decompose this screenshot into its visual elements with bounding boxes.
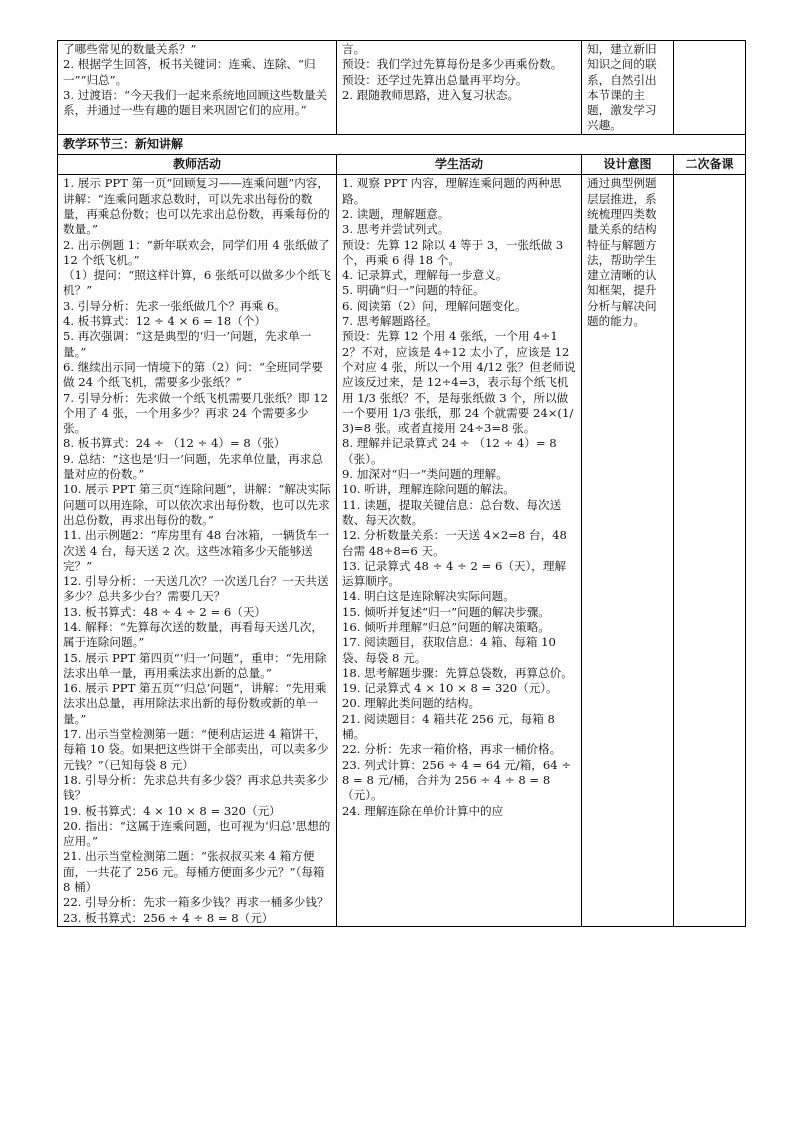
teacher-step: 13. 板书算式：48 ÷ 4 ÷ 2 = 6（天） [63, 604, 267, 619]
student-step: 22. 分析：先求一箱价格，再求一桶价格。 [342, 742, 562, 757]
top-design-intent-cell [582, 41, 674, 135]
teacher-step: 14. 解释：“先算每次送的数量，再看每天送几次，属于连除问题。” [63, 619, 323, 650]
teacher-step: 7. 引导分析：先求做一个纸飞机需要几张纸？即 12 个用了 4 张，一个用多少？再求 24 个需要多少张。 [63, 390, 329, 436]
teacher-step: 21. 出示当堂检测第二题：“张叔叔买来 4 箱方便面，一共花了 256 元。每桶方便面多少元？”（每箱 8 桶） [63, 849, 325, 895]
student-step: 预设：还学过先算出总量再平均分。 [342, 72, 528, 87]
student-step: 12. 分析数量关系：一天送 4×2=8 台，48 台需 48÷8=6 天。 [342, 528, 567, 558]
student-step: 5. 明确“归一”问题的特征。 [342, 283, 485, 298]
new-knowledge-row [58, 175, 746, 927]
student-step: 20. 理解此类问题的结构。 [342, 696, 481, 711]
teacher-step: 2. 根据学生回答，板书关键词：连乘、连除、“归一”“归总”。 [63, 57, 316, 87]
teacher-step: 11. 出示例题2：“库房里有 48 台冰箱，一辆货车一次送 4 台，每天送 2 次。这些冰箱多少天能够送完？” [63, 528, 330, 573]
teacher-step: 3. 过渡语：“今天我们一起来系统地回顾这些数量关系，并通过一些有趣的题目来巩固它们的应用。” [63, 87, 328, 118]
header-student-activity: 学生活动 [337, 155, 582, 175]
student-activity-cell [337, 175, 582, 927]
teacher-step: 10. 展示 PPT 第三页“连除问题”，讲解：“解决实际问题可以用连除，可以依次求出每份数，也可以先求出总份数，再求出每份的数。” [63, 482, 331, 527]
teacher-step: （1）提问：“照这样计算，6 张纸可以做多少个纸飞机？” [63, 268, 331, 298]
teacher-step: 20. 指出：“这属于连乘问题，也可视为‘归总’思想的应用。” [63, 818, 331, 849]
student-step: 预设：先算 12 除以 4 等于 3，一张纸做 3 个，再乘 6 得 18 个。 [342, 237, 564, 267]
student-step: 13. 记录算式 48 ÷ 4 ÷ 2 = 6（天），理解运算顺序。 [342, 558, 567, 589]
teacher-step: 2. 出示例题 1：“新年联欢会，同学们用 4 张纸做了 12 个纸飞机。” [63, 237, 330, 267]
student-step: 预设：我们学过先算每份是多少再乘份数。 [342, 57, 563, 72]
teacher-step: 16. 展示 PPT 第五页“‘归总’问题”，讲解：“先用乘法求出总量，再用除法求出新的每份数或新的单一量。” [63, 681, 327, 726]
teacher-step: 18. 引导分析：先求总共有多少袋？再求总共卖多少钱？ [63, 772, 329, 803]
student-step: 4. 记录算式，理解每一步意义。 [342, 268, 508, 283]
student-step: 9. 加深对“归一”类问题的理解。 [342, 467, 508, 482]
teacher-step: 17. 出示当堂检测第一题：“便利店运进 4 箱饼干，每箱 10 袋。如果把这些饼干全部卖出，可以卖多少元钱？”（已知每袋 8 元） [63, 727, 329, 772]
top-teacher-activity-cell [58, 41, 337, 135]
teacher-step: 5. 再次强调：“这是典型的‘归一’问题，先求单一量。” [63, 329, 312, 359]
student-step: 18. 思考解题步骤：先算总袋数，再算总价。 [342, 665, 573, 680]
student-step: 8. 理解并记录算式 24 ÷ （12 ÷ 4）= 8（张）。 [342, 436, 557, 466]
section-title: 教学环节三：新知讲解 [58, 134, 746, 154]
top-student-activity-cell [337, 41, 582, 135]
second-prep-cell [674, 175, 746, 927]
teacher-step: 12. 引导分析：一天送几次？一次送几台？一天共送多少？总共多少台？需要几天？ [63, 574, 329, 604]
student-step: 24. 理解连除在单价计算中的应 [342, 803, 504, 818]
student-step: 11. 读题，提取关键信息：总台数、每次送数、每天次数。 [342, 497, 562, 527]
student-step: 14. 明白这是连除解决实际问题。 [342, 589, 515, 604]
teacher-step: 了哪些常见的数量关系？” [63, 42, 197, 56]
student-step: 23. 列式计算：256 ÷ 4 = 64 元/箱，64 ÷ 8 = 8 元/桶，合并为 256 ÷ 4 ÷ 8 = 8（元）。 [342, 757, 572, 803]
teacher-step: 6. 继续出示同一情境下的第（2）问：“全班同学要做 24 个纸飞机，需要多少张纸？” [63, 359, 323, 390]
lesson-plan-table [57, 40, 746, 927]
student-step: 21. 阅读题目：4 箱共花 256 元，每箱 8 桶。 [342, 711, 555, 742]
column-header-row [58, 155, 746, 175]
student-step: 2. 读题，理解题意。 [342, 206, 450, 221]
student-step: 17. 阅读题目，获取信息：4 箱、每箱 10 袋、每袋 8 元。 [342, 635, 556, 665]
top-second-prep-cell [674, 41, 746, 135]
teacher-activity-cell [58, 175, 337, 927]
header-second-prep: 二次备课 [674, 155, 746, 175]
design-intent-text: 通过典型例题层层推进，系统梳理四类数量关系的结构特征与解题方法，帮助学生建立清晰的认知框架，提升分析与解决问题的能力。 [587, 176, 657, 329]
teacher-step: 4. 板书算式：12 ÷ 4 × 6 = 18（个） [63, 314, 267, 329]
teacher-step: 8. 板书算式：24 ÷ （12 ÷ 4）= 8（张） [63, 436, 286, 451]
student-step: 7. 思考解题路径。 [342, 314, 438, 329]
design-intent-cell [582, 175, 674, 927]
teacher-step: 3. 引导分析：先求一张纸做几个？再乘 6。 [63, 298, 286, 313]
section-title-row [58, 134, 746, 154]
student-step: 3. 思考并尝试列式。 [342, 222, 450, 237]
design-intent-text: 知，建立新旧知识之间的联系，自然引出本节课的主题，激发学习兴趣。 [587, 42, 657, 133]
student-step: 6. 阅读第（2）问，理解问题变化。 [342, 298, 527, 313]
student-step: 16. 倾听并理解“归总”问题的解决策略。 [342, 619, 550, 634]
previous-section-row [58, 41, 746, 135]
student-step: 言。 [342, 42, 366, 56]
student-step: 15. 倾听并复述“归一”问题的解决步骤。 [342, 604, 550, 619]
header-teacher-activity: 教师活动 [58, 155, 337, 175]
teacher-step: 15. 展示 PPT 第四页“‘归一’问题”，重申：“先用除法求出单一量，再用乘法求出新的总量。” [63, 650, 327, 680]
student-step: 2. 跟随教师思路，进入复习状态。 [342, 87, 520, 102]
student-step: 10. 听讲，理解连除问题的解法。 [342, 482, 515, 497]
teacher-step: 19. 板书算式：4 × 10 × 8 = 320（元） [63, 803, 281, 818]
teacher-step: 22. 引导分析：先求一箱多少钱？再求一桶多少钱？ [63, 895, 329, 910]
student-step: 19. 记录算式 4 × 10 × 8 = 320（元）。 [342, 681, 558, 696]
student-step: 1. 观察 PPT 内容，理解连乘问题的两种思路。 [342, 176, 562, 206]
student-step: 预设：先算 12 个用 4 张纸，一个用 4÷12？不对，应该是 4÷12 太小了，应该是 12 个对应 4 张，所以一个用 4/12 张？但老师说应该反过来，是 12÷4=3，表示每个纸飞机用 1/3 张纸？不，是每张纸做 3 个，所以做一个要用 1/3 张纸，那 24 个就需要 24×(1/3)=8 张。或者直接用 24÷3=8 张。 [342, 329, 576, 436]
teacher-step: 1. 展示 PPT 第一页“回顾复习——连乘问题”内容，讲解：“连乘问题求总数时，可以先求出每份的数量，再乘总份数；也可以先求出总份数，再乘每份的数量。” [63, 176, 330, 237]
lesson-plan-page [57, 40, 745, 927]
teacher-step: 23. 板书算式：256 ÷ 4 ÷ 8 = 8（元） [63, 910, 274, 925]
teacher-step: 9. 总结：“这也是‘归一’问题，先求单位量，再求总量对应的份数。” [63, 451, 323, 482]
header-design-intent: 设计意图 [582, 155, 674, 175]
